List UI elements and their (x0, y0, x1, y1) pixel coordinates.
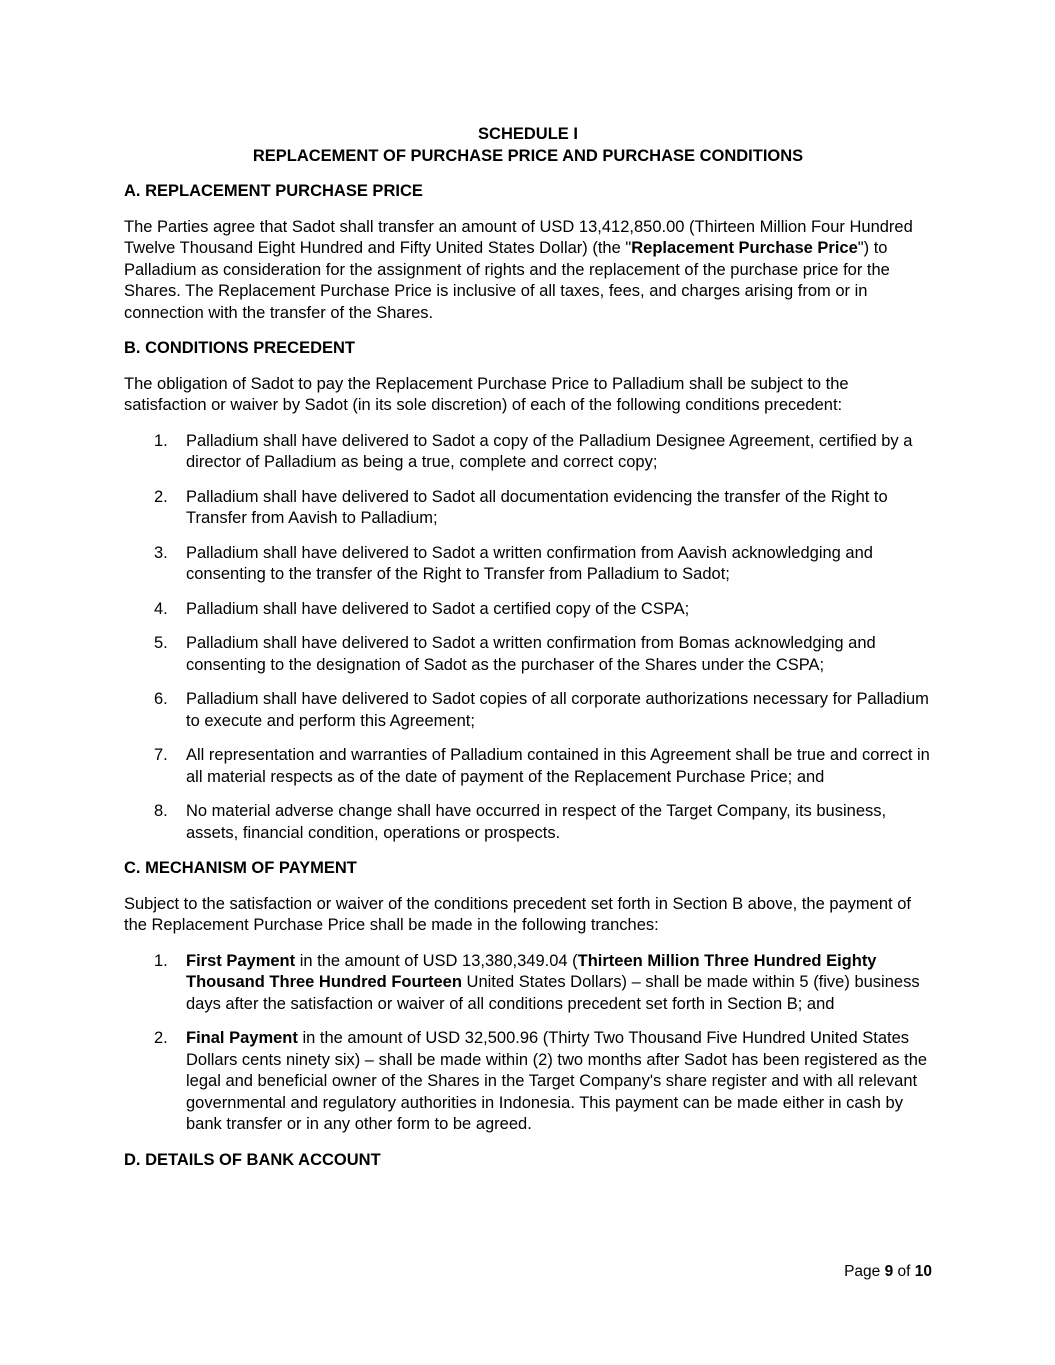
list-item (124, 487, 932, 530)
conditions-list (124, 431, 932, 845)
list-number: 5. (154, 634, 168, 652)
list-number: 2. (154, 1029, 168, 1047)
list-text: Palladium shall have delivered to Sadot copies of all corporate authorizations necessary for Palladium to execute and perform this Agreement; (186, 690, 929, 730)
list-text: Palladium shall have delivered to Sadot a written confirmation from Bomas acknowledging and consenting to the designation of Sadot as the purchaser of the Shares under the CSPA; (186, 634, 876, 674)
first-payment-amount-words: Thirteen Million Three Hundred Eighty Thousand Three Hundred Fourteen (186, 951, 877, 991)
schedule-title: SCHEDULE I (478, 125, 578, 143)
list-number: 6. (154, 690, 168, 708)
payment-tranches-list (124, 951, 932, 1136)
list-number: 7. (154, 746, 168, 764)
section-d-heading: D. DETAILS OF BANK ACCOUNT (124, 1150, 381, 1169)
section-b-heading: B. CONDITIONS PRECEDENT (124, 339, 356, 357)
page-number: 9 (884, 1263, 894, 1280)
list-text: in the amount of USD 13,380,349.04 ( (295, 951, 578, 970)
list-text: Palladium shall have delivered to Sadot all documentation evidencing the transfer of the Right to Transfer from Aavish to Palladium; (186, 487, 888, 527)
list-item (124, 599, 932, 621)
of-label: of (893, 1263, 915, 1280)
first-payment-label: First Payment (186, 951, 296, 970)
list-number: 1. (154, 431, 168, 450)
list-text: Palladium shall have delivered to Sadot a written confirmation from Aavish acknowledging and consenting to the transfer of the Right to Transfer from Palladium to Sadot; (186, 543, 873, 583)
page-label: Page (844, 1263, 885, 1280)
schedule-subtitle: REPLACEMENT OF PURCHASE PRICE AND PURCHASE CONDITIONS (252, 146, 804, 165)
section-b-intro: The obligation of Sadot to pay the Replacement Purchase Price to Palladium shall be subject to the satisfaction or waiver by Sadot (in its sole discretion) of each of the following conditions precedent: (124, 374, 849, 414)
list-item (124, 431, 932, 474)
replacement-purchase-price-term: Replacement Purchase Price (631, 239, 858, 257)
list-item (124, 951, 932, 1016)
list-text: No material adverse change shall have occurred in respect of the Target Company, its business, assets, financial condition, operations or prospects. (186, 802, 887, 842)
list-number: 3. (154, 543, 168, 562)
page-total: 10 (914, 1263, 932, 1280)
list-number: 1. (154, 951, 168, 970)
section-a-heading: A. REPLACEMENT PURCHASE PRICE (124, 182, 423, 200)
section-a-paragraph (124, 217, 932, 325)
final-payment-label: Final Payment (186, 1029, 298, 1047)
list-text: in the amount of USD 32,500.96 (Thirty Two Thousand Five Hundred United States Dollars cents ninety six) – shall be made within (2) two months after Sadot has been registered as the legal and beneficial owner of the Shares in the Target Company's share register and with all relevant governmental and regulatory authorities in Indonesia. This payment can be made either in cash by bank transfer or in any other form to be agreed. (186, 1029, 928, 1133)
document-page (124, 124, 932, 1171)
list-item (124, 543, 932, 586)
section-c-heading: C. MECHANISM OF PAYMENT (124, 859, 357, 877)
list-item (124, 745, 932, 788)
list-item (124, 801, 932, 844)
section-a-text-2: ") to Palladium as consideration for the assignment of rights and the replacement of the purchase price for the Shares. The Replacement Purchase Price is inclusive of all taxes, fees, and charges arising from or in connection with the transfer of the Shares. (124, 239, 890, 322)
page-footer (844, 1263, 932, 1281)
section-c-intro: Subject to the satisfaction or waiver of the conditions precedent set forth in Section B above, the payment of the Replacement Purchase Price shall be made in the following tranches: (124, 894, 911, 934)
list-item (124, 1028, 932, 1136)
list-number: 2. (154, 487, 168, 506)
list-item (124, 689, 932, 732)
list-number: 8. (154, 802, 168, 820)
list-text: All representation and warranties of Palladium contained in this Agreement shall be true and correct in all material respects as of the date of payment of the Replacement Purchase Price; and (186, 746, 930, 786)
list-item (124, 633, 932, 676)
section-a-text-1: The Parties agree that Sadot shall transfer an amount of USD 13,412,850.00 (Thirteen Million Four Hundred Twelve Thousand Eight Hundred and Fifty United States Dollar) (the " (124, 217, 913, 257)
list-text: United States Dollars) – shall be made within 5 (five) business days after the satisfaction or waiver of all conditions precedent set forth in Section B; and (186, 973, 920, 1013)
list-text: Palladium shall have delivered to Sadot a certified copy of the CSPA; (186, 599, 690, 618)
list-text: Palladium shall have delivered to Sadot a copy of the Palladium Designee Agreement, certified by a director of Palladium as being a true, complete and correct copy; (186, 431, 913, 471)
list-number: 4. (154, 599, 168, 618)
